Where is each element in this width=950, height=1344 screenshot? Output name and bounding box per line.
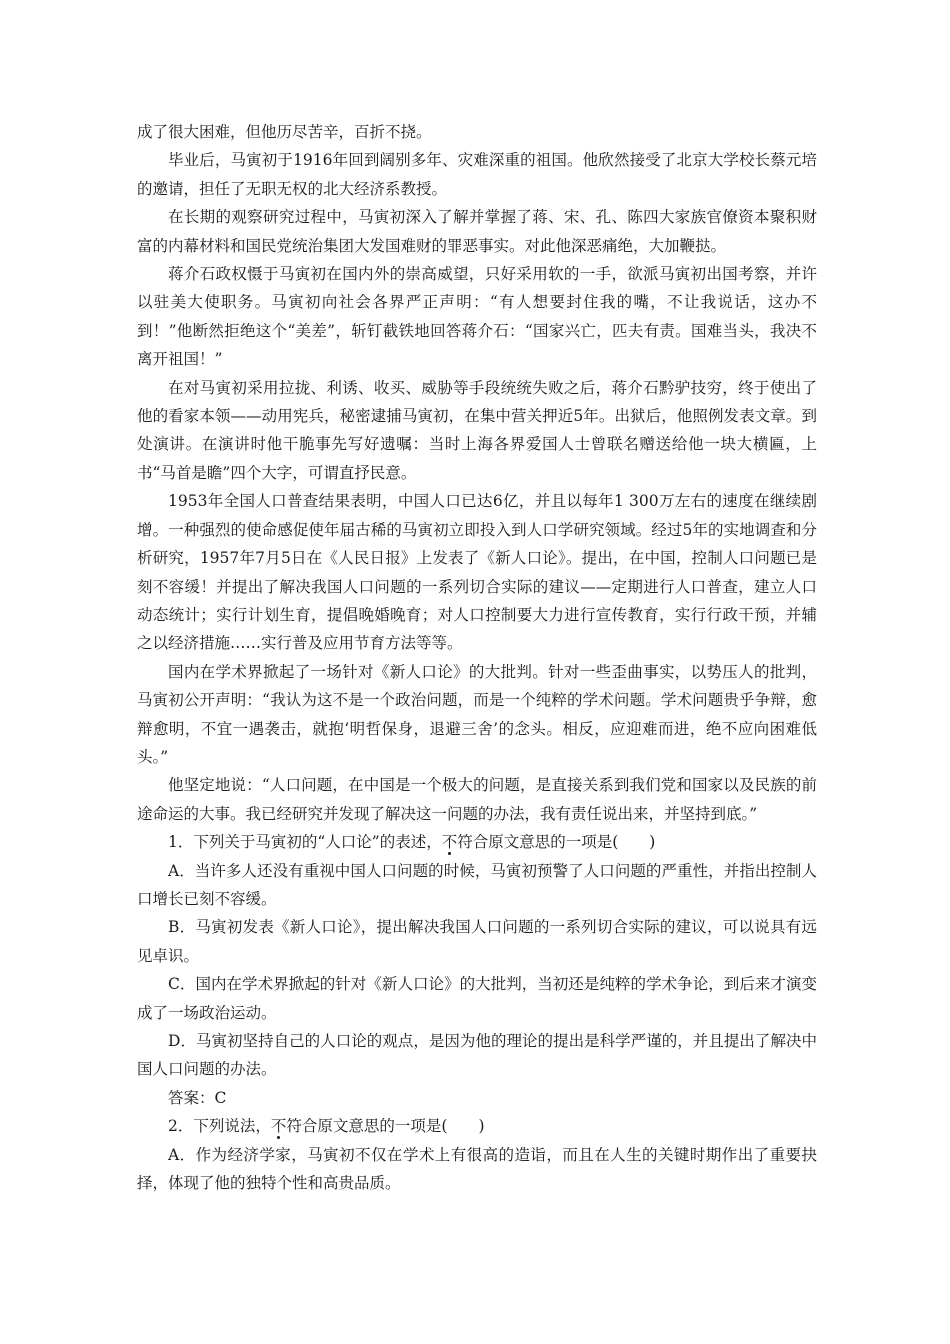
paragraph-refusal: 蒋介石政权慑于马寅初在国内外的崇高威望，只好采用软的一手，欲派马寅初出国考察，并许以驻美大使职务。马寅初向社会各界严正声明：“有人想要封住我的嘴，不让我说话，这办不到！”他断然拒绝这个“美差”，斩钉截铁地回答蒋介石：“国家兴亡，匹夫有责。国难当头，我决不离开祖国！” — [137, 265, 817, 369]
document-page — [137, 118, 817, 1197]
paragraph-arrest: 在对马寅初采用拉拢、利诱、收买、威胁等手段统统失败之后，蒋介石黔驴技穷，终于使出了他的看家本领——动用宪兵，秘密逮捕马寅初，在集中营关押近5年。出狱后，他照例发表文章。到处演讲。在演讲时他干脆事先写好遗嘱：当时上海各界爱国人士曾联名赠送给他一块大横匾，上书“马首是瞻”四个大字，可谓直抒民意。 — [137, 378, 817, 482]
question-2-suffix: 符合原文意思的一项是( ) — [286, 1117, 485, 1136]
question-1-option-b: B．马寅初发表《新人口论》，提出解决我国人口问题的一系列切合实际的建议，可以说具有远见卓识。 — [137, 918, 817, 965]
paragraph-firm-statement: 他坚定地说：“人口问题，在中国是一个极大的问题，是直接关系到我们党和国家以及民族的前途命运的大事。我已经研究并发现了解决这一问题的办法，我有责任说出来，并坚持到底。” — [137, 776, 817, 823]
paragraph-research: 在长期的观察研究过程中，马寅初深入了解并掌握了蒋、宋、孔、陈四大家族官僚资本聚积财富的内幕材料和国民党统治集团大发国难财的罪恶事实。对此他深恶痛绝，大加鞭挞。 — [137, 208, 817, 255]
question-2-stem — [137, 1112, 817, 1140]
question-1-emphasis: 不 — [441, 833, 458, 852]
question-1-prefix: 1．下列关于马寅初的“人口论”的表述， — [168, 833, 442, 852]
paragraph-criticism: 国内在学术界掀起了一场针对《新人口论》的大批判。针对一些歪曲事实，以势压人的批判，马寅初公开声明：“我认为这不是一个政治问题，而是一个纯粹的学术问题。学术问题贵乎争辩，愈辩愈明，不宜一遇袭击，就抱‘明哲保身，退避三舍’的念头。相反，应迎难而进，绝不应向困难低头。” — [137, 662, 817, 766]
paragraph-continuation: 成了很大困难，但他历尽苦辛，百折不挠。 — [137, 123, 432, 141]
paragraph-census: 1953年全国人口普查结果表明，中国人口已达6亿，并且以每年1 300万左右的速度在继续剧增。一种强烈的使命感促使年届古稀的马寅初立即投入到人口学研究领域。经过5年的实地调查和分析研究，1957年7月5日在《人民日报》上发表了《新人口论》。提出，在中国，控制人口问题已是刻不容缓！并提出了解决我国人口问题的一系列切合实际的建议——定期进行人口普查，建立人口动态统计；实行计划生育，提倡晚婚晚育；对人口控制要大力进行宣传教育，实行行政干预，并辅之以经济措施……实行普及应用节育方法等等。 — [137, 492, 817, 653]
paragraph-return-home: 毕业后，马寅初于1916年回到阔别多年、灾难深重的祖国。他欣然接受了北京大学校长蔡元培的邀请，担任了无职无权的北大经济系教授。 — [137, 151, 817, 198]
question-1-answer: 答案：C — [168, 1088, 227, 1107]
question-2-prefix: 2．下列说法， — [168, 1117, 271, 1136]
question-1-option-d: D．马寅初坚持自己的人口论的观点，是因为他的理论的提出是科学严谨的，并且提出了解决中国人口问题的办法。 — [137, 1032, 817, 1079]
question-1-option-c: C．国内在学术界掀起的针对《新人口论》的大批判，当初还是纯粹的学术争论，到后来才演变成了一场政治运动。 — [137, 975, 817, 1022]
question-2-emphasis: 不 — [270, 1117, 287, 1136]
question-1-stem — [137, 828, 817, 856]
question-2-option-a: A．作为经济学家，马寅初不仅在学术上有很高的造诣，而且在人生的关键时期作出了重要抉择，体现了他的独特个性和高贵品质。 — [137, 1145, 817, 1193]
question-1-suffix: 符合原文意思的一项是( ) — [457, 833, 656, 852]
question-1-option-a: A．当许多人还没有重视中国人口问题的时候，马寅初预警了人口问题的严重性，并指出控制人口增长已刻不容缓。 — [137, 861, 817, 908]
